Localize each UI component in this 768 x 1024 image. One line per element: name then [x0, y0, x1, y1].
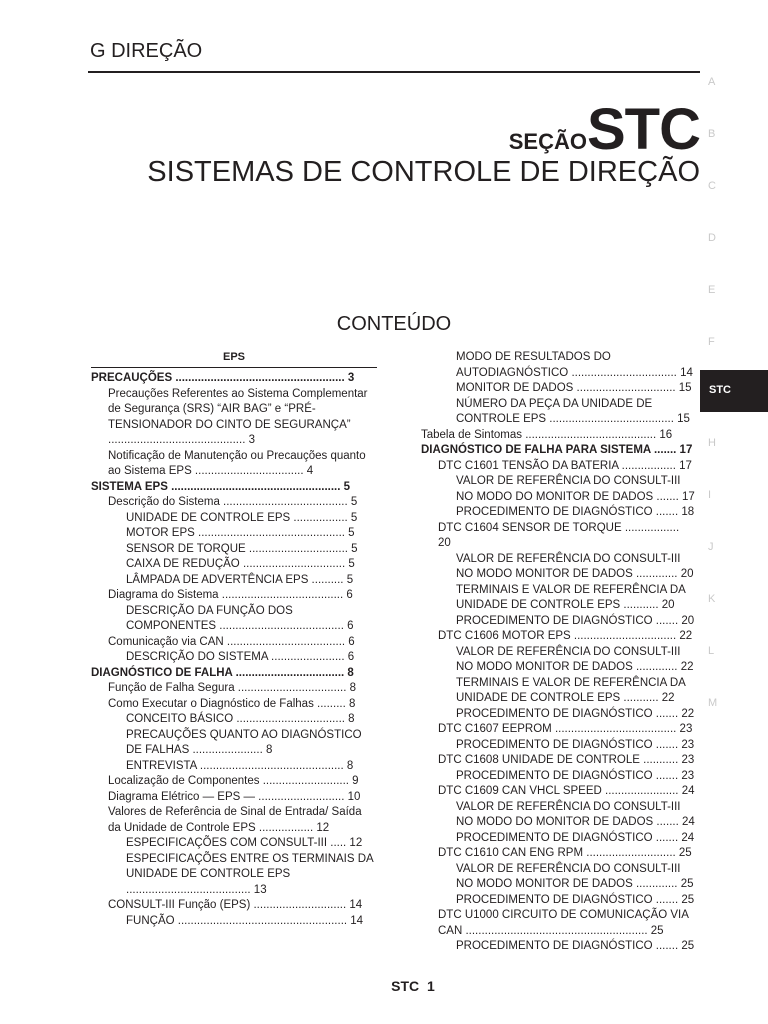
- toc-left-entries: [91, 371, 377, 929]
- toc-entry: Função de Falha Segura .................................. 8: [108, 682, 357, 694]
- toc-entry: DTC C1607 EEPROM ...................................... 23: [438, 723, 693, 735]
- toc-heading-text: CONTEÚDO: [336, 313, 452, 335]
- toc-entry: SISTEMA EPS ..................................................... 5: [91, 480, 351, 493]
- toc-entry: Comunicação via CAN ..................................... 6: [108, 635, 355, 648]
- toc-entry: LÂMPADA DE ADVERTÊNCIA EPS .......... 5: [126, 573, 354, 586]
- section-tab-label: H: [708, 437, 716, 449]
- section-tab-label: K: [708, 593, 716, 605]
- toc-entry: DESCRIÇÃO DA FUNÇÃO DOS COMPONENTES ....................................... 6: [126, 604, 354, 632]
- toc-right-column: [421, 350, 695, 955]
- section-label: [509, 96, 700, 163]
- toc-entry: ESPECIFICAÇÕES ENTRE OS TERMINAIS DA UNIDADE DE CONTROLE EPS ....................................... 13: [126, 852, 374, 896]
- section-tab-label: A: [708, 76, 716, 88]
- chapter-title: G DIREÇÃO: [90, 40, 203, 62]
- toc-entry: UNIDADE DE CONTROLE EPS ................. 5: [126, 511, 358, 524]
- toc-entry: PROCEDIMENTO DE DIAGNÓSTICO ....... 23: [456, 738, 695, 751]
- toc-entry: CONSULT-III Função (EPS) ............................. 14: [108, 899, 363, 911]
- toc-entry: Como Executar o Diagnóstico de Falhas ......... 8: [108, 697, 356, 710]
- toc-entry: VALOR DE REFERÊNCIA DO CONSULT-III NO MODO MONITOR DE DADOS ............. 22: [456, 645, 694, 673]
- toc-entry: PROCEDIMENTO DE DIAGNÓSTICO ....... 20: [456, 614, 695, 627]
- section-tab-label: C: [708, 180, 716, 192]
- toc-entry: DESCRIÇÃO DO SISTEMA ....................... 6: [126, 651, 355, 663]
- toc-entry: VALOR DE REFERÊNCIA DO CONSULT-III NO MODO DO MONITOR DE DADOS ....... 24: [456, 800, 695, 828]
- toc-entry: TERMINAIS E VALOR DE REFERÊNCIA DA UNIDADE DE CONTROLE EPS ........... 20: [456, 583, 686, 611]
- toc-group-heading: EPS: [91, 350, 377, 368]
- section-tab-label: E: [708, 284, 716, 296]
- toc-entry: Precauções Referentes ao Sistema Complementar de Segurança (SRS) “AIR BAG” e “PRÉ-TENSIONADOR DO CINTO DE SEGURANÇA” ........................................... 3: [108, 387, 368, 446]
- toc-entry: PROCEDIMENTO DE DIAGNÓSTICO ....... 23: [456, 769, 695, 782]
- toc-left-column: [91, 350, 377, 929]
- section-tab-label: L: [708, 645, 715, 657]
- toc-entry: ENTREVISTA ............................................. 8: [126, 759, 354, 772]
- toc-entry: Valores de Referência de Sinal de Entrada/ Saída da Unidade de Controle EPS ................. 12: [108, 806, 362, 834]
- section-tab-stc: [700, 370, 768, 412]
- toc-entry: CAIXA DE REDUÇÃO ................................ 5: [126, 558, 355, 570]
- toc-entry: DTC C1601 TENSÃO DA BATERIA ................. 17: [438, 459, 692, 472]
- toc-heading: [0, 313, 768, 336]
- toc-entry: VALOR DE REFERÊNCIA DO CONSULT-III NO MODO MONITOR DE DADOS ............. 25: [456, 862, 694, 890]
- section-tab-label: B: [708, 128, 716, 140]
- toc-entry: Notificação de Manutenção ou Precauções quanto ao Sistema EPS .................................. 4: [108, 449, 366, 477]
- toc-entry: PRECAUÇÕES ..................................................... 3: [91, 372, 355, 384]
- toc-entry: PRECAUÇÕES QUANTO AO DIAGNÓSTICO DE FALHAS ...................... 8: [126, 728, 362, 756]
- section-tab-label: F: [708, 336, 715, 348]
- toc-entry: DIAGNÓSTICO DE FALHA PARA SISTEMA ....... 17: [421, 444, 693, 456]
- section-word: SEÇÃO: [508, 129, 587, 154]
- toc-entry: SENSOR DE TORQUE ............................... 5: [126, 542, 358, 555]
- toc-entry: NÚMERO DA PEÇA DA UNIDADE DE CONTROLE EPS ....................................... 15: [456, 397, 690, 425]
- toc-entry: DTC U1000 CIRCUITO DE COMUNICAÇÃO VIA CAN ......................................................... 25: [438, 909, 689, 937]
- toc-entry: VALOR DE REFERÊNCIA DO CONSULT-III NO MODO DO MONITOR DE DADOS ....... 17: [456, 475, 695, 503]
- toc-entry: Tabela de Sintomas ......................................... 16: [421, 428, 673, 441]
- toc-right-entries: [421, 350, 695, 955]
- toc-entry: MONITOR DE DADOS ............................... 15: [456, 382, 692, 394]
- header-rule: [88, 71, 700, 73]
- toc-entry: TERMINAIS E VALOR DE REFERÊNCIA DA UNIDADE DE CONTROLE EPS ........... 22: [456, 676, 686, 704]
- toc-entry: FUNÇÃO ..................................................... 14: [126, 914, 364, 927]
- page-number: [0, 978, 768, 994]
- section-code: STC: [587, 97, 700, 162]
- toc-entry: PROCEDIMENTO DE DIAGNÓSTICO ....... 25: [456, 893, 695, 906]
- toc-entry: Localização de Componentes ........................... 9: [108, 775, 359, 787]
- toc-entry: PROCEDIMENTO DE DIAGNÓSTICO ....... 25: [456, 940, 695, 952]
- toc-entry: CONCEITO BÁSICO .................................. 8: [126, 713, 355, 725]
- section-tab-label: D: [708, 232, 716, 244]
- section-tab-label: M: [708, 697, 718, 709]
- toc-entry: MOTOR EPS .............................................. 5: [126, 527, 355, 539]
- toc-entry: DTC C1608 UNIDADE DE CONTROLE ........... 23: [438, 754, 695, 766]
- page-number-text: STC 1: [391, 978, 435, 994]
- toc-entry: DIAGNÓSTICO DE FALHA .................................. 8: [91, 666, 354, 679]
- toc-entry: ESPECIFICAÇÕES COM CONSULT-III ..... 12: [126, 837, 363, 849]
- toc-entry: MODO DE RESULTADOS DO AUTODIAGNÓSTICO ................................. 14: [456, 351, 693, 379]
- toc-entry: PROCEDIMENTO DE DIAGNÓSTICO ....... 24: [456, 831, 695, 844]
- toc-entry: Diagrama do Sistema ...................................... 6: [108, 589, 353, 601]
- toc-entry: DTC C1604 SENSOR DE TORQUE ................. 20: [438, 521, 680, 549]
- toc-entry: DTC C1610 CAN ENG RPM ............................ 25: [438, 847, 692, 859]
- section-tab-label: I: [708, 489, 712, 501]
- section-tab-label: STC: [709, 384, 731, 396]
- toc-entry: DTC C1609 CAN VHCL SPEED ....................... 24: [438, 785, 695, 797]
- toc-entry: Descrição do Sistema ....................................... 5: [108, 496, 358, 508]
- toc-entry: PROCEDIMENTO DE DIAGNÓSTICO ....... 18: [456, 506, 695, 518]
- toc-entry: VALOR DE REFERÊNCIA DO CONSULT-III NO MODO MONITOR DE DADOS ............. 20: [456, 552, 694, 580]
- section-title: SISTEMAS DE CONTROLE DE DIREÇÃO: [147, 156, 700, 188]
- toc-entry: DTC C1606 MOTOR EPS ................................ 22: [438, 630, 693, 642]
- toc-entry: PROCEDIMENTO DE DIAGNÓSTICO ....... 22: [456, 707, 695, 720]
- toc-entry: Diagrama Elétrico — EPS — ........................... 10: [108, 790, 361, 803]
- section-tab-label: J: [708, 541, 714, 553]
